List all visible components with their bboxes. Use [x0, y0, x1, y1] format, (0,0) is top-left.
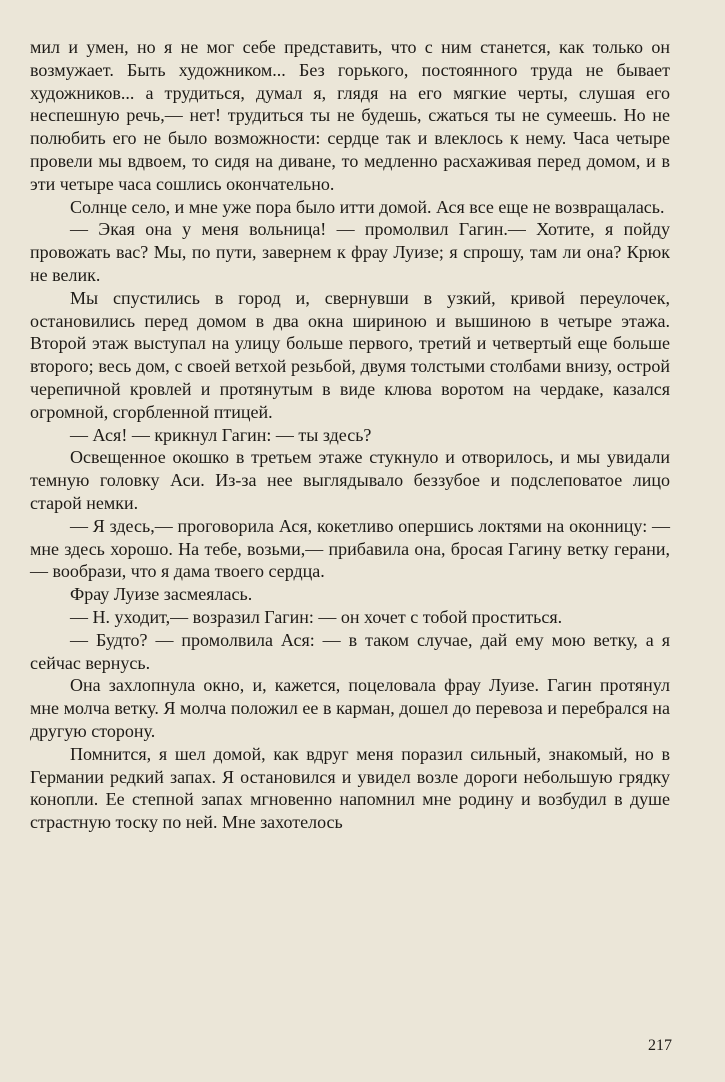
paragraph: — Я здесь,— проговорила Ася, кокетливо опершись локтями на оконницу: — мне здесь хорошо. На тебе, возьми,— прибавила она, бросая Гагину ветку герани,— вообрази, что я дама твоего сердца.	[30, 515, 670, 582]
paragraph: — Будто? — промолвила Ася: — в таком случае, дай ему мою ветку, а я сейчас вернусь.	[30, 629, 670, 673]
paragraph: — Экая она у меня вольница! — промолвил Гагин.— Хотите, я пойду провожать вас? Мы, по пути, завернем к фрау Луизе; я спрошу, там ли она? Крюк не велик.	[30, 219, 670, 285]
paragraph: — Ася! — крикнул Гагин: — ты здесь?	[70, 424, 372, 445]
paragraph: Мы спустились в город и, свернувши в узкий, кривой переулочек, остановились перед домом в два окна шириною и вышиною в четыре этажа. Второй этаж выступал на улицу больше первого, третий и четвертый еще больше второго; весь дом, с своей ветхой резьбой, двумя толстыми столбами внизу, острой черепичной кровлей и протянутым в виде клюва воротом на чердаке, казался огромной, сгорбленной птицей.	[30, 287, 670, 422]
paragraph: Помнится, я шел домой, как вдруг меня поразил сильный, знакомый, но в Германии редкий запах. Я остановился и увидел возле дороги небольшую грядку конопли. Ее степной запах мгновенно напомнил мне родину и возбудил в душе страстную тоску по ней. Мне захотелось	[30, 743, 670, 833]
paragraph: Солнце село, и мне уже пора было итти домой. Ася все еще не возвращалась.	[70, 196, 665, 217]
paragraph: Фрау Луизе засмеялась.	[70, 584, 253, 605]
paragraph: Освещенное окошко в третьем этаже стукнуло и отворилось, и мы увидали темную головку Аси. Из-за нее выглядывало беззубое и подслеповатое лицо старой немки.	[30, 447, 670, 513]
paragraph: Она захлопнула окно, и, кажется, поцеловала фрау Луизе. Гагин протянул мне молча ветку. Я молча положил ее в карман, дошел до перевоза и перебрался на другую сторону.	[30, 675, 670, 741]
paragraph: — Н. уходит,— возразил Гагин: — он хочет с тобой проститься.	[70, 606, 563, 627]
paragraph: мил и умен, но я не мог себе представить, что с ним станется, как только он возмужает. Быть художником... Без горького, постоянного труда не бывает художников... а трудиться, думал я, глядя на его мягкие черты, слушая его неспешную речь,— нет! трудиться ты не будешь, сжаться ты не сумеешь. Но не полюбить его не было возможности: сердце так и влеклось к нему. Часа четыре провели мы вдвоем, то сидя на диване, то медленно расхаживая перед домом, и в эти четыре часа сошлись окончательно.	[30, 37, 670, 194]
page-text	[30, 36, 670, 834]
page-number: 217	[648, 1037, 672, 1054]
